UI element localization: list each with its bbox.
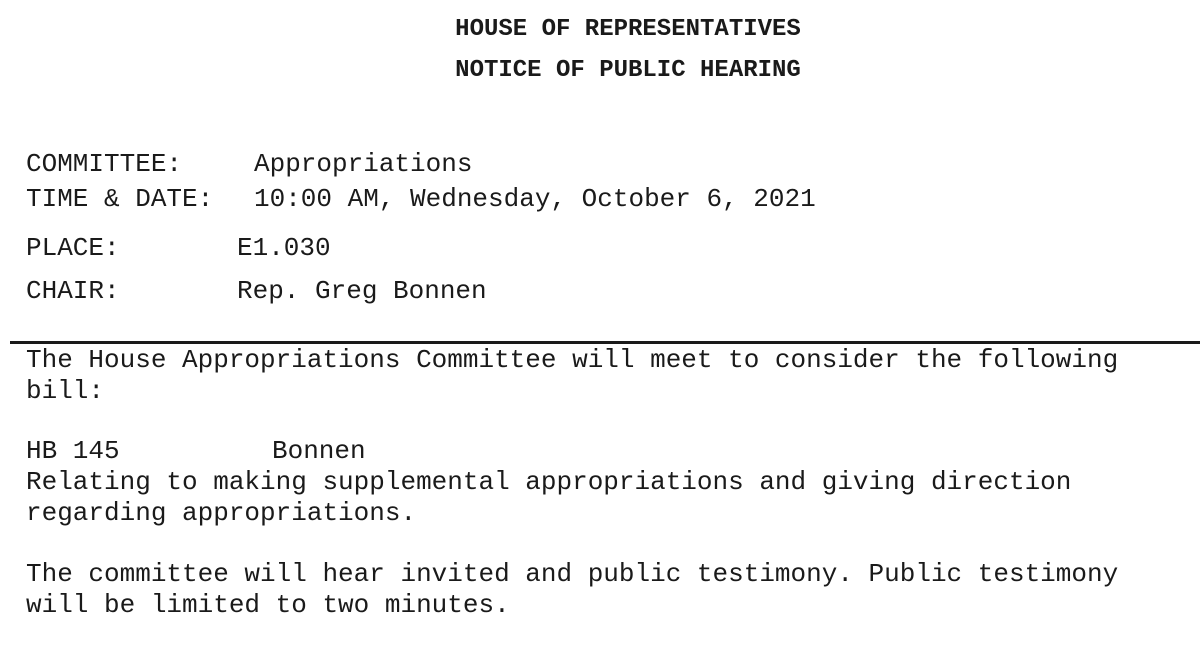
bill-author: Bonnen [272,436,366,466]
committee-value: Appropriations [254,149,473,179]
bill-caption: Relating to making supplemental appropriations and giving direction regarding appropriations. [26,467,1072,528]
place-value: E1.030 [237,233,331,263]
testimony-paragraph: The committee will hear invited and public testimony. Public testimony will be limited to two minutes. [26,559,1119,620]
time-date-value: 10:00 AM, Wednesday, October 6, 2021 [254,184,816,214]
time-date-label: TIME & DATE: [26,184,214,214]
section-divider [10,341,1200,344]
notice-header-title: HOUSE OF REPRESENTATIVES [455,16,801,43]
intro-paragraph: The House Appropriations Committee will meet to consider the following bill: [26,345,1119,406]
notice-header-subtitle: NOTICE OF PUBLIC HEARING [455,57,801,84]
place-label: PLACE: [26,233,120,263]
bill-line [26,436,1196,467]
bill-number: HB 145 [26,436,120,466]
committee-label: COMMITTEE: [26,149,183,179]
chair-value: Rep. Greg Bonnen [237,276,487,306]
chair-label: CHAIR: [26,276,120,306]
